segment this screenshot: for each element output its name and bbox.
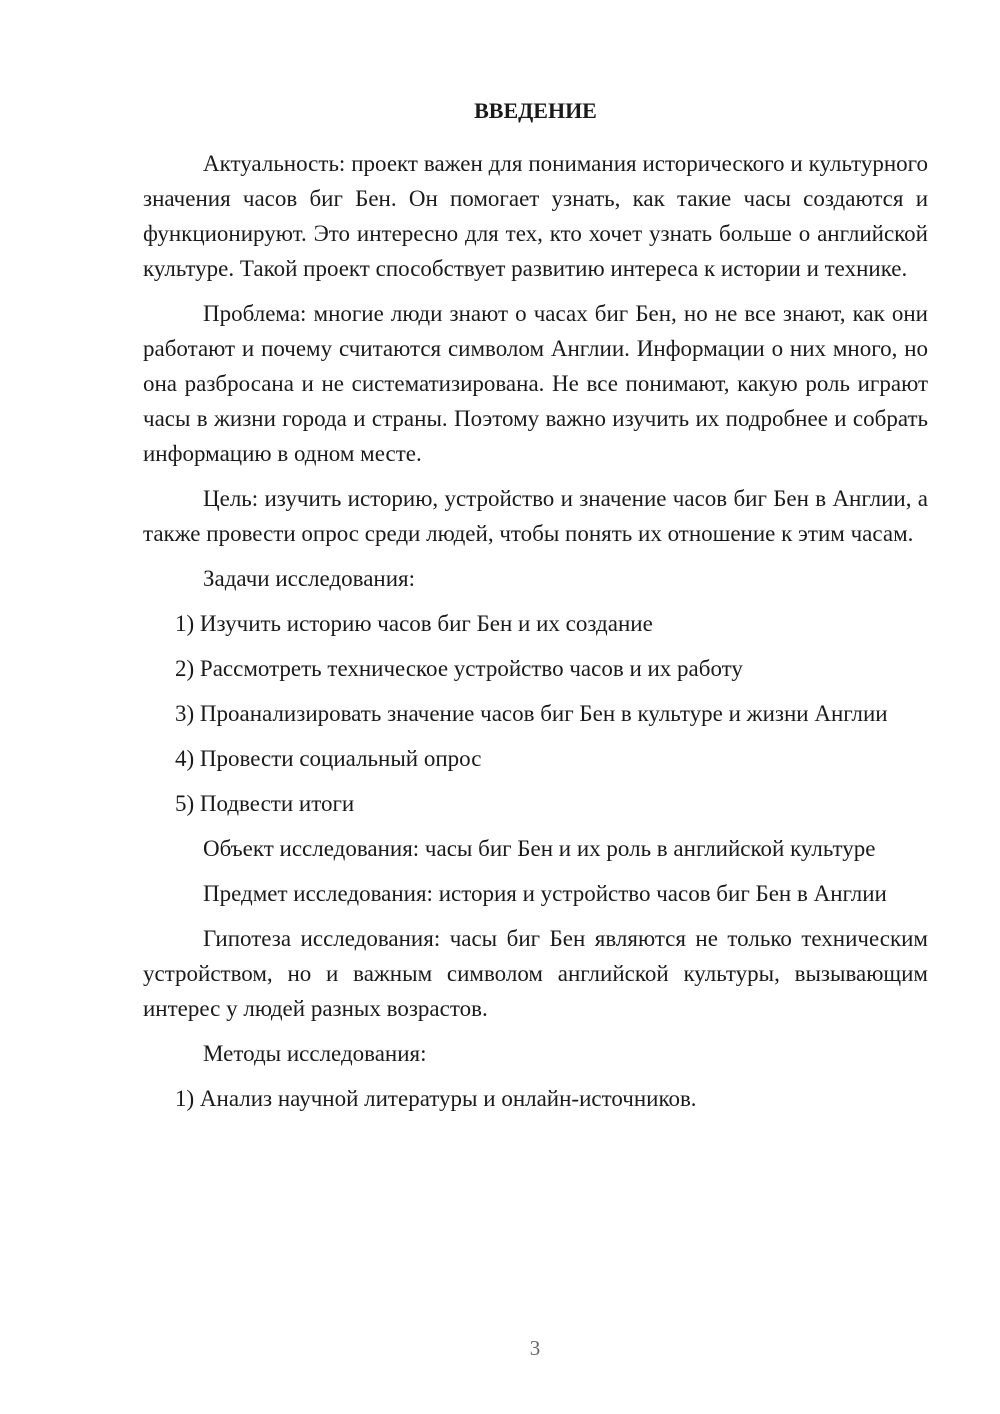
task-item-5: 5) Подвести итоги	[175, 791, 355, 816]
task-item-4: 4) Провести социальный опрос	[175, 746, 482, 771]
section-title: ВВЕДЕНИЕ	[474, 98, 597, 123]
object-paragraph: Объект исследования: часы биг Бен и их роль в английской культуре	[203, 836, 876, 861]
problem-paragraph: Проблема: многие люди знают о часах биг Бен, но не все знают, как они работают и почему считаются символом Англии. Информации о них много, но она разбросана и не систематизирована. Не все понимают, какую роль играют часы в жизни города и страны. Поэтому важно изучить их подробнее и собрать информацию в одном месте.	[143, 301, 928, 466]
task-item-1: 1) Изучить историю часов биг Бен и их создание	[175, 611, 653, 636]
hypothesis-paragraph: Гипотеза исследования: часы биг Бен являются не только техническим устройством, но и важным символом английской культуры, вызывающим интерес у людей разных возрастов.	[143, 926, 928, 1021]
relevance-paragraph: Актуальность: проект важен для понимания исторического и культурного значения часов биг Бен. Он помогает узнать, как такие часы создаются и функционируют. Это интересно для тех, кто хочет узнать больше о английской культуре. Такой проект способствует развитию интереса к истории и технике.	[143, 151, 928, 281]
page-number: 3	[529, 1336, 541, 1360]
methods-heading: Методы исследования:	[203, 1041, 427, 1066]
subject-paragraph: Предмет исследования: история и устройство часов биг Бен в Англии	[203, 881, 887, 906]
task-item-3: 3) Проанализировать значение часов биг Бен в культуре и жизни Англии	[175, 701, 888, 726]
page-content	[143, 96, 928, 1126]
task-item-2: 2) Рассмотреть техническое устройство часов и их работу	[175, 656, 743, 681]
goal-paragraph: Цель: изучить историю, устройство и значение часов биг Бен в Англии, а также провести опрос среди людей, чтобы понять их отношение к этим часам.	[143, 486, 928, 546]
tasks-heading: Задачи исследования:	[203, 566, 416, 591]
method-item-1: 1) Анализ научной литературы и онлайн-источников.	[175, 1086, 697, 1111]
